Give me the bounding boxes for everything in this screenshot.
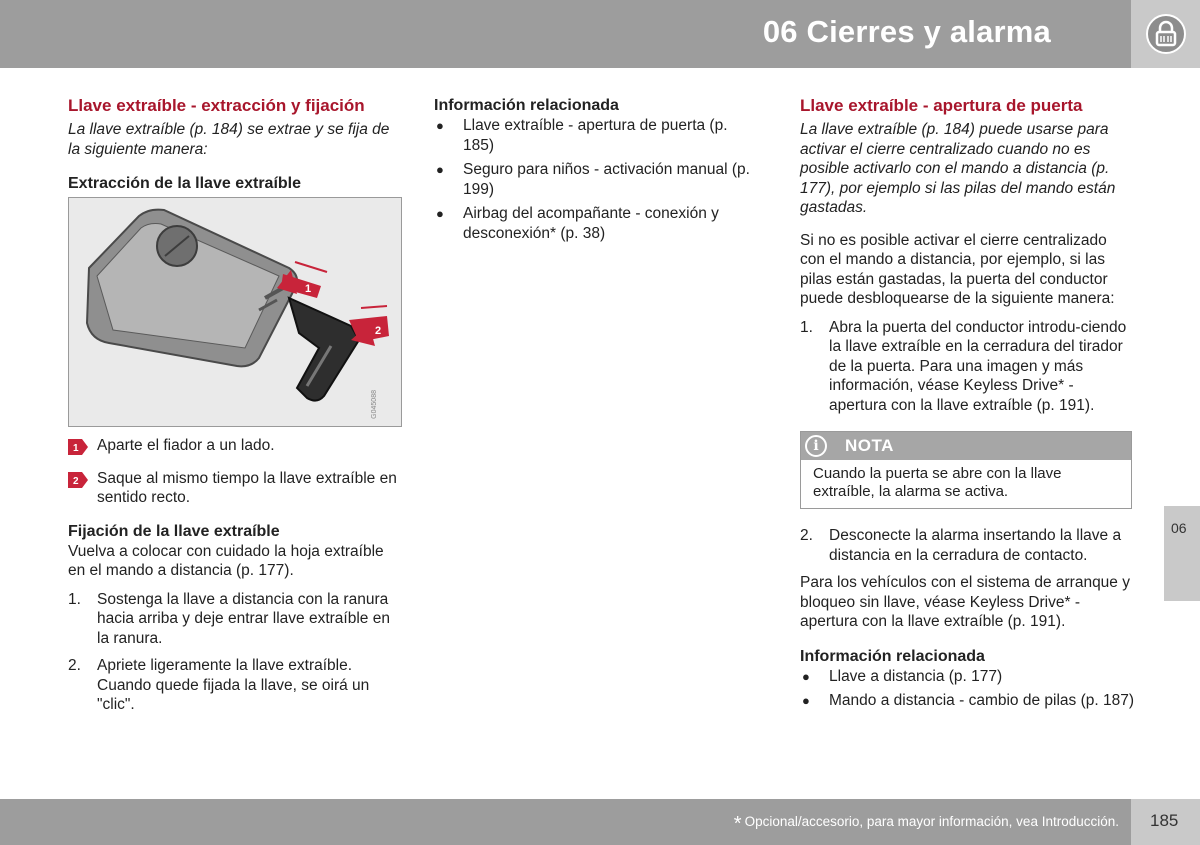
fixing-paragraph: Vuelva a colocar con cuidado la hoja extraíble en el mando a distancia (p. 177). (68, 542, 384, 579)
step-item (68, 469, 403, 508)
list-item: 2. Desconecte la alarma insertando la llave a distancia en la cerradura de contacto. (800, 527, 1122, 564)
list-item: 2. Apriete ligeramente la llave extraíble. Cuando quede fijada la llave, se oirá un "clic". (68, 657, 370, 713)
step-badge-2 (68, 472, 88, 488)
section-heading: Llave extraíble - extracción y fijación (68, 96, 365, 115)
section-intro: La llave extraíble (p. 184) puede usarse para activar el cierre centralizado cuando no es posible activarlo con el mando a distancia (p. 177), por ejemplo si las pilas del mando están gastadas. (800, 121, 1116, 216)
subheading-fixing: Fijación de la llave extraíble (68, 522, 280, 540)
procedure-list-2 (800, 526, 1135, 565)
svg-text:1: 1 (73, 443, 79, 454)
related-list (800, 667, 1135, 711)
step-text: Saque al mismo tiempo la llave extraíble en sentido recto. (97, 469, 397, 506)
figure-code: G045088 (371, 390, 378, 419)
related-heading: Información relacionada (434, 97, 619, 114)
related-link[interactable]: ● Airbag del acompañante - conexión y desconexión* (p. 38) (436, 205, 719, 242)
step-badge-1 (68, 439, 88, 455)
related-link[interactable]: ● Seguro para niños - activación manual (p. 199) (436, 161, 750, 198)
footer-bar (0, 799, 1131, 845)
svg-text:2: 2 (73, 475, 79, 487)
list-item: 1. Sostenga la llave a distancia con la ranura hacia arriba y deje entrar llave extraíble en la ranura. (68, 590, 390, 647)
procedure-list (800, 318, 1135, 416)
section-heading: Llave extraíble - apertura de puerta (800, 96, 1083, 115)
note-header (801, 432, 1131, 460)
key-illustration (68, 197, 402, 427)
paragraph: Si no es posible activar el cierre centralizado con el mando a distancia, por ejemplo, si las pilas están gastadas, la puerta del conductor puede desbloquearse de la siguiente manera: (800, 231, 1115, 307)
chapter-icon-box (1131, 0, 1200, 68)
info-icon: i (805, 435, 827, 457)
footer-note: * Opcional/accesorio, para mayor información, vea Introducción. (733, 813, 1119, 835)
chapter-side-tab[interactable]: 06 (1164, 506, 1200, 601)
note-box (800, 431, 1132, 509)
paragraph: Para los vehículos con el sistema de arranque y bloqueo sin llave, véase Keyless Drive* - apertura con la llave extraíble (p. 191). (800, 574, 1130, 630)
page-number: 185 (1150, 811, 1179, 830)
fixing-list (68, 590, 403, 715)
note-text: Cuando la puerta se abre con la llave extraíble, la alarma se activa. (813, 465, 1062, 500)
callout-2: 2 (375, 325, 382, 337)
step-text: Aparte el fiador a un lado. (97, 437, 275, 454)
column-door-opening (800, 96, 1135, 716)
note-title: NOTA (845, 436, 894, 455)
column-related-info (434, 96, 754, 248)
page-number-box (1131, 799, 1200, 845)
column-key-removal (68, 96, 403, 723)
related-heading: Información relacionada (800, 647, 985, 665)
callout-1: 1 (305, 283, 312, 295)
chapter-header (0, 0, 1131, 68)
related-link[interactable]: ● Mando a distancia - cambio de pilas (p. 187) (802, 692, 1134, 709)
related-list (434, 116, 754, 243)
lock-icon (1146, 14, 1186, 54)
section-intro: La llave extraíble (p. 184) se extrae y se fija de la siguiente manera: (68, 121, 390, 158)
related-link[interactable]: ● Llave extraíble - apertura de puerta (p. 185) (436, 117, 728, 154)
list-item: 1. Abra la puerta del conductor introdu-ciendo la llave extraíble en la cerradura del tirador de la puerta. Para una imagen y más información, véase Keyless Drive* - apertura con la llave extraíble (p. 191). (800, 318, 1127, 414)
related-link[interactable]: ● Llave a distancia (p. 177) (802, 667, 1003, 685)
chapter-title: 06 Cierres y alarma (762, 14, 1051, 49)
subheading-removal: Extracción de la llave extraíble (68, 175, 302, 192)
step-item (68, 436, 403, 456)
